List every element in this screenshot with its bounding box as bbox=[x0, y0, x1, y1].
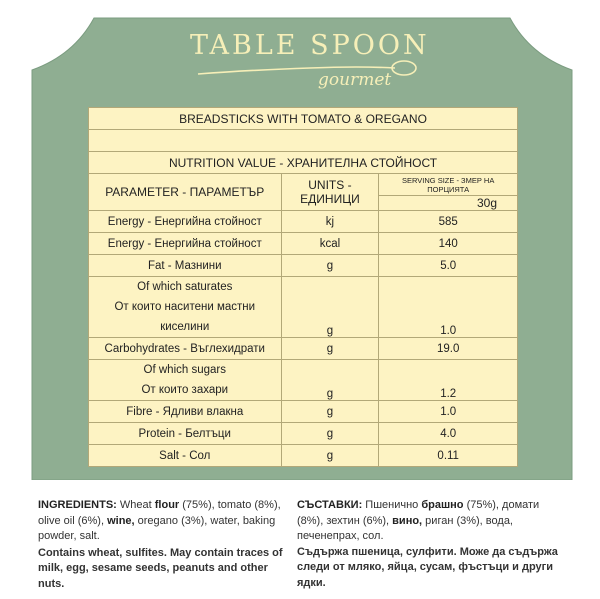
value-cell: 0.11 bbox=[379, 445, 518, 467]
param-cell: Fibre - Ядливи влакна bbox=[89, 401, 282, 423]
param-cell: Energy - Енергийна стойност bbox=[89, 233, 282, 255]
param-line-bg: От които наситени мастни киселини bbox=[114, 301, 256, 333]
header-units: UNITS - ЕДИНИЦИ bbox=[281, 174, 379, 211]
table-row bbox=[89, 233, 518, 255]
unit-cell: g bbox=[281, 360, 379, 401]
param-line-en: Of which saturates bbox=[137, 281, 233, 293]
table-row bbox=[89, 445, 518, 467]
brand-logo bbox=[190, 30, 430, 100]
param-line-bg: От които захари bbox=[141, 384, 229, 396]
serving-value: 30g bbox=[379, 196, 518, 211]
unit-cell: g bbox=[281, 338, 379, 360]
unit-cell: kj bbox=[281, 211, 379, 233]
ingredients-bg bbox=[297, 498, 567, 591]
section-title: NUTRITION VALUE - ХРАНИТЕЛНА СТОЙНОСТ bbox=[89, 152, 518, 174]
value-cell: 1.0 bbox=[379, 277, 518, 338]
table-row bbox=[89, 255, 518, 277]
unit-cell: g bbox=[281, 401, 379, 423]
ingredients-text: риган (3%), вода, печенепрах, сол. bbox=[297, 514, 513, 542]
unit-cell: g bbox=[281, 423, 379, 445]
allergen-statement: Съдържа пшеница, сулфити. Може да съдържа следи от мляко, яйца, сусам, фъстъци и други ядки. bbox=[297, 545, 558, 589]
unit-cell: g bbox=[281, 255, 379, 277]
brand-tagline: gourmet bbox=[318, 70, 392, 90]
spoon-icon bbox=[190, 30, 420, 100]
param-cell: Fat - Мазнини bbox=[89, 255, 282, 277]
value-cell: 5.0 bbox=[379, 255, 518, 277]
table-row bbox=[89, 360, 518, 401]
param-cell bbox=[89, 277, 282, 338]
ingredients-text: (75%), tomato (8%), olive oil (6%), bbox=[38, 499, 281, 527]
allergen-flour: flour bbox=[154, 499, 180, 511]
table-row bbox=[89, 423, 518, 445]
ingredients-text: oregano (3%), water, baking powder, salt. bbox=[38, 514, 276, 542]
param-cell: Energy - Енергийна стойност bbox=[89, 211, 282, 233]
ingredients-en bbox=[38, 498, 283, 592]
param-cell: Salt - Сол bbox=[89, 445, 282, 467]
allergen-wine: wine, bbox=[107, 514, 135, 527]
value-cell: 140 bbox=[379, 233, 518, 255]
ingredients-label: INGREDIENTS: bbox=[38, 499, 117, 511]
table-row bbox=[89, 211, 518, 233]
product-title: BREADSTICKS WITH TOMATO & OREGANO bbox=[89, 108, 518, 130]
ingredients-text: Пшенично bbox=[362, 499, 422, 511]
unit-cell: g bbox=[281, 445, 379, 467]
brand-name: TABLE SPOON bbox=[190, 30, 430, 61]
param-line-en: Of which sugars bbox=[143, 364, 226, 376]
ingredients-label: СЪСТАВКИ: bbox=[297, 499, 363, 511]
param-cell bbox=[89, 360, 282, 401]
param-cell: Carbohydrates - Въглехидрати bbox=[89, 338, 282, 360]
param-cell: Protein - Белтъци bbox=[89, 423, 282, 445]
unit-cell: kcal bbox=[281, 233, 379, 255]
nutrition-table bbox=[88, 107, 518, 467]
allergen-statement: Contains wheat, sulfites. May contain traces of milk, egg, sesame seeds, peanuts and other nuts. bbox=[38, 546, 283, 590]
header-parameter: PARAMETER - ПАРАМЕТЪР bbox=[89, 174, 282, 211]
value-cell: 4.0 bbox=[379, 423, 518, 445]
table-row bbox=[89, 401, 518, 423]
spacer-row bbox=[89, 130, 518, 152]
header-serving: SERVING SIZE - ЗМЕР НА ПОРЦИЯТА bbox=[379, 174, 518, 196]
value-cell: 1.0 bbox=[379, 401, 518, 423]
table-row bbox=[89, 338, 518, 360]
table-row bbox=[89, 277, 518, 338]
value-cell: 1.2 bbox=[379, 360, 518, 401]
ingredients-text: Wheat bbox=[116, 499, 155, 511]
allergen-wine: вино, bbox=[392, 514, 423, 527]
unit-cell: g bbox=[281, 277, 379, 338]
value-cell: 19.0 bbox=[379, 338, 518, 360]
allergen-flour: брашно bbox=[421, 499, 464, 511]
value-cell: 585 bbox=[379, 211, 518, 233]
ingredients-text: (75%), домати (8%), зехтин (6%), bbox=[297, 499, 540, 527]
